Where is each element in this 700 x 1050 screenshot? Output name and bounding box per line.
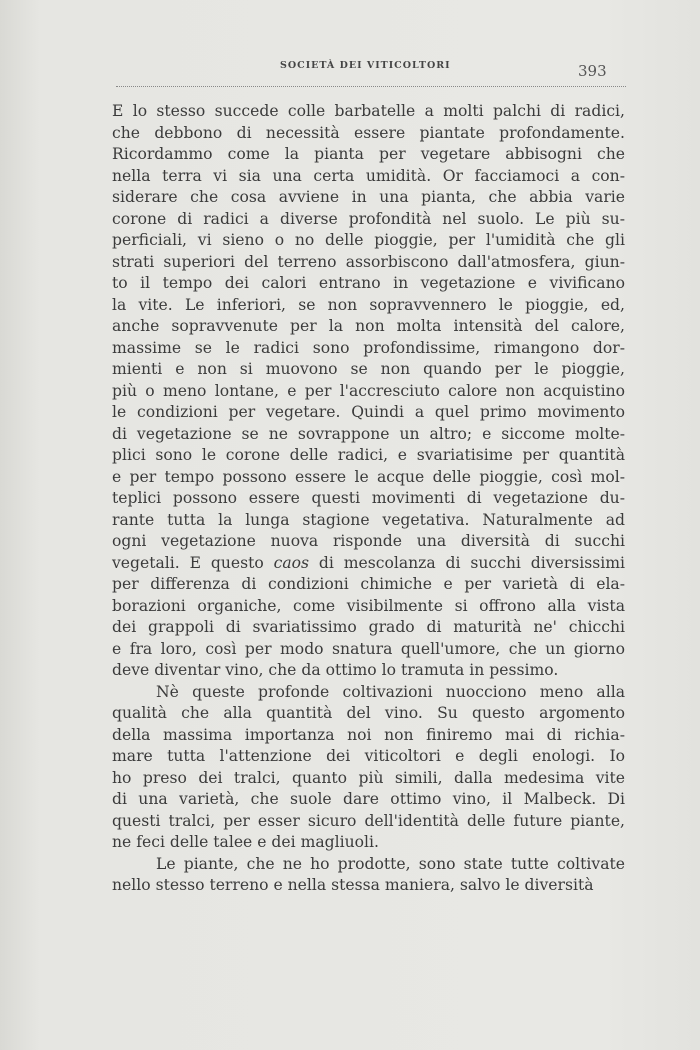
text-line: dei grappoli di svariatissimo grado di maturità ne' chicchi [112, 618, 625, 636]
header-rule [116, 86, 626, 87]
text-line: teplici possono essere questi movimenti di vegetazione du- [112, 489, 625, 507]
text-line: strati superiori del terreno assorbiscono dall'atmosfera, giun- [112, 252, 625, 271]
text-segment: vegetali. E questo [112, 553, 264, 572]
text-line: le condizioni per vegetare. Quindi a quel primo movimento [112, 403, 625, 421]
text-line: borazioni organiche, come visibilmente si offrono alla vista [112, 596, 625, 615]
text-line: nella terra vi sia una certa umidità. Or facciamoci a con- [112, 166, 625, 185]
text-line: E lo stesso succede colle barbatelle a molti palchi di radici, [112, 102, 625, 120]
text-line: mare tutta l'attenzione dei viticoltori e degli enologi. Io [112, 747, 625, 765]
text-line: la vite. Le inferiori, se non sopravvennero le pioggie, ed, [112, 295, 625, 314]
text-line: di una varietà, che suole dare ottimo vino, il Malbeck. Di [112, 790, 625, 808]
page-number: 393 [578, 62, 607, 80]
text-line: siderare che cosa avviene in una pianta, che abbia varie [112, 188, 625, 206]
text-line [112, 553, 625, 575]
body-text [112, 101, 625, 897]
text-line: più o meno lontane, e per l'accresciuto calore non acquistino [112, 381, 625, 400]
text-line: per differenza di condizioni chimiche e per varietà di ela- [112, 575, 625, 593]
text-line: e fra loro, così per modo snatura quell'umore, che un giorno [112, 639, 625, 658]
text-line: e per tempo possono essere le acque delle pioggie, così mol- [112, 467, 625, 486]
text-line: plici sono le corone delle radici, e svariatisime per quantità [112, 446, 625, 464]
running-title: SOCIETÀ DEI VITICOLTORI [280, 60, 451, 71]
text-line: nello stesso terreno e nella stessa maniera, salvo le diversità [112, 876, 594, 894]
text-line: di vegetazione se ne sovrappone un altro; e siccome molte- [112, 424, 625, 443]
italic-word: caos [273, 553, 310, 572]
text-line: to il tempo dei calori entrano in vegetazione e vivificano [112, 274, 625, 292]
text-line: mienti e non si muovono se non quando per le pioggie, [112, 360, 625, 378]
text-line: questi tralci, per esser sicuro dell'identità delle future piante, [112, 811, 625, 830]
text-segment: di mescolanza di succhi diversissimi [318, 553, 625, 572]
text-line: rante tutta la lunga stagione vegetativa. Naturalmente ad [112, 510, 625, 529]
text-line: della massima importanza noi non finiremo mai di richia- [112, 725, 625, 744]
text-line: ho preso dei tralci, quanto più simili, dalla medesima vite [112, 768, 625, 787]
text-line: massime se le radici sono profondissime, rimangono dor- [112, 338, 625, 357]
text-line: corone di radici a diverse profondità nel suolo. Le più su- [112, 209, 625, 228]
text-line: anche sopravvenute per la non molta intensità del calore, [112, 317, 625, 335]
text-line: ne feci delle talee e dei magliuoli. [112, 833, 379, 851]
text-line: qualità che alla quantità del vino. Su questo argomento [112, 704, 625, 722]
text-line: Nè queste profonde coltivazioni nuocciono meno alla [156, 682, 625, 701]
text-line: che debbono di necessità essere piantate profondamente. [112, 123, 625, 142]
text-line: Le piante, che ne ho prodotte, sono state tutte coltivate [156, 854, 625, 873]
text-line: ogni vegetazione nuova risponde una diversità di succhi [112, 532, 625, 550]
text-line: deve diventar vino, che da ottimo lo tramuta in pessimo. [112, 661, 559, 679]
text-line: perficiali, vi sieno o no delle pioggie, per l'umidità che gli [112, 231, 625, 249]
text-line: Ricordammo come la pianta per vegetare abbisogni che [112, 145, 625, 163]
